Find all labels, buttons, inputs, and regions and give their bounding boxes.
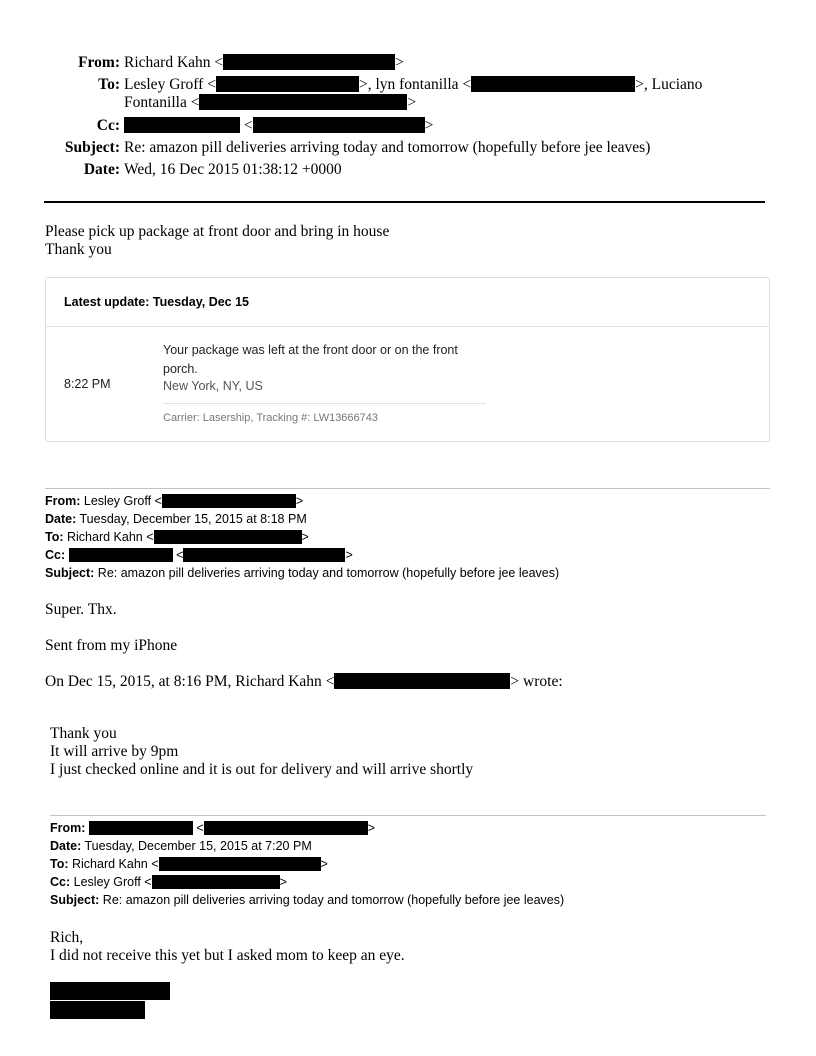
wrote-line	[45, 673, 563, 691]
quoted-to-value: Richard Kahn <	[72, 857, 159, 871]
to-row-continued	[124, 93, 416, 113]
redacted-block	[154, 530, 302, 544]
message-body	[45, 223, 389, 259]
quoted-header	[45, 492, 559, 582]
redacted-block	[183, 548, 345, 562]
redacted-block	[89, 821, 193, 835]
wrote-prefix: On Dec 15, 2015, at 8:16 PM, Richard Kahn <	[45, 673, 335, 690]
quoted-subject-label: Subject:	[50, 893, 100, 907]
quote-divider	[45, 488, 770, 489]
reply-line: Rich,	[50, 929, 84, 946]
redacted-signature	[50, 1001, 145, 1019]
date-row	[0, 160, 816, 180]
redacted-block	[159, 857, 321, 871]
wrote-suffix: > wrote:	[510, 673, 563, 690]
quoted-from-label: From:	[50, 821, 86, 835]
tracking-time: 8:22 PM	[64, 377, 111, 391]
quoted-to-label: To:	[45, 530, 64, 544]
quoted-cc-end: >	[345, 548, 353, 562]
quoted-from-end: >	[367, 821, 376, 835]
quoted-from-row	[50, 819, 564, 837]
to-part1: Lesley Groff <	[124, 76, 216, 93]
redacted-block	[223, 54, 395, 70]
cc-label: Cc:	[96, 117, 120, 134]
date-label: Date:	[83, 161, 120, 178]
to-part2: >, lyn fontanilla <	[358, 76, 472, 93]
from-end: >	[395, 54, 404, 71]
cc-mid: <	[243, 117, 253, 134]
tracking-carrier: Carrier: Lasership, Tracking #: LW13666743	[163, 412, 379, 424]
redacted-block	[216, 76, 359, 92]
tracking-card	[45, 277, 770, 442]
redacted-block	[334, 673, 510, 689]
from-row	[0, 53, 816, 73]
quoted-cc-label: Cc:	[50, 875, 71, 889]
redacted-block	[471, 76, 635, 92]
tracking-card-heading: Latest update: Tuesday, Dec 15	[46, 278, 769, 327]
quoted-date-value: Tuesday, December 15, 2015 at 7:20 PM	[84, 839, 312, 853]
quoted-header	[50, 819, 564, 909]
to-label: To:	[98, 76, 120, 93]
quoted-date-row	[50, 837, 564, 855]
cc-end: >	[424, 117, 434, 134]
quoted-from-end: >	[295, 494, 304, 508]
reply-line: I did not receive this yet but I asked mom to keep an eye.	[50, 947, 405, 964]
message-line: Please pick up package at front door and bring in house	[45, 223, 390, 240]
from-label: From:	[78, 54, 120, 71]
quoted-subject-value: Re: amazon pill deliveries arriving today and tomorrow (hopefully before jee leaves)	[97, 566, 560, 580]
tracking-divider	[163, 403, 486, 404]
quoted-from-value: Lesley Groff <	[83, 494, 162, 508]
reply-line: I just checked online and it is out for delivery and will arrive shortly	[50, 761, 474, 778]
reply-text: Sent from my iPhone	[45, 637, 178, 654]
quoted-date-label: Date:	[45, 512, 77, 526]
quoted-subject-row	[50, 891, 564, 909]
redacted-signature	[50, 982, 170, 1000]
reply-body	[50, 929, 405, 965]
reply-body	[50, 725, 473, 779]
to-line2-end: >	[407, 94, 417, 111]
quoted-to-row	[45, 528, 559, 546]
quoted-to-row	[50, 855, 564, 873]
quoted-date-value: Tuesday, December 15, 2015 at 8:18 PM	[79, 512, 307, 526]
quoted-date-row	[45, 510, 559, 528]
quoted-date-label: Date:	[50, 839, 82, 853]
quoted-cc-mid: <	[176, 548, 184, 562]
header-divider	[44, 201, 765, 203]
tracking-location: New York, NY, US	[163, 379, 263, 393]
quoted-subject-row	[45, 564, 559, 582]
redacted-block	[152, 875, 280, 889]
to-line2: Fontanilla <	[124, 94, 200, 111]
redacted-block	[124, 117, 240, 133]
reply-text: Super. Thx.	[45, 601, 117, 618]
reply-line: It will arrive by 9pm	[50, 743, 179, 760]
quoted-to-value: Richard Kahn <	[67, 530, 154, 544]
cc-row	[0, 116, 816, 136]
message-line: Thank you	[45, 241, 112, 258]
quoted-cc-end: >	[279, 875, 287, 889]
quoted-cc-label: Cc:	[45, 548, 66, 562]
quoted-to-end: >	[301, 530, 309, 544]
to-row	[0, 75, 816, 95]
quoted-from-mid: <	[196, 821, 204, 835]
quoted-to-end: >	[320, 857, 328, 871]
redacted-block	[199, 94, 407, 110]
quoted-cc-row	[45, 546, 559, 564]
quoted-cc-row	[50, 873, 564, 891]
redacted-block	[69, 548, 173, 562]
subject-label: Subject:	[64, 139, 120, 156]
tracking-message: Your package was left at the front door or on the front porch.	[163, 343, 458, 376]
quoted-cc-value: Lesley Groff <	[73, 875, 152, 889]
quoted-subject-value: Re: amazon pill deliveries arriving today and tomorrow (hopefully before jee leaves)	[102, 893, 565, 907]
redacted-block	[253, 117, 425, 133]
quoted-from-label: From:	[45, 494, 81, 508]
reply-line: Thank you	[50, 725, 117, 742]
date-value: Wed, 16 Dec 2015 01:38:12 +0000	[124, 161, 342, 178]
quoted-to-label: To:	[50, 857, 69, 871]
subject-value: Re: amazon pill deliveries arriving today and tomorrow (hopefully before jee leaves)	[124, 139, 651, 156]
to-part3: >, Luciano	[635, 76, 703, 93]
quote-divider	[50, 815, 766, 816]
from-value: Richard Kahn <	[124, 54, 224, 71]
quoted-from-row	[45, 492, 559, 510]
redacted-block	[162, 494, 296, 508]
subject-row	[0, 138, 816, 158]
redacted-block	[204, 821, 368, 835]
quoted-subject-label: Subject:	[45, 566, 95, 580]
